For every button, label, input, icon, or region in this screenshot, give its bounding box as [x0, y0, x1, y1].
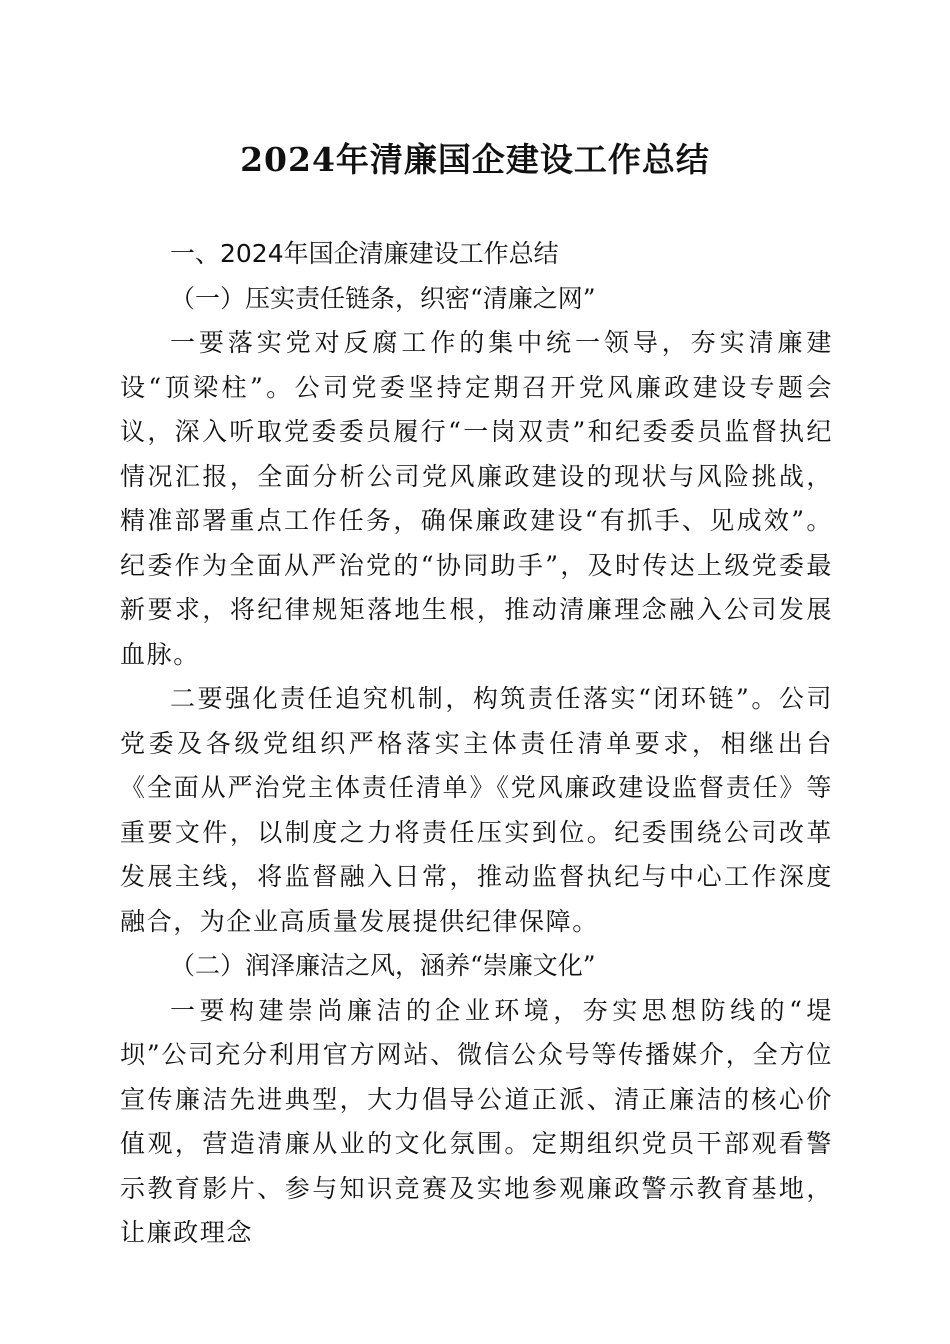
section-heading: 一、2024年国企清廉建设工作总结 [170, 239, 559, 268]
subsection-heading: （二）润泽廉洁之风，涵养“崇廉文化” [170, 951, 596, 980]
document-title: 2024年清廉国企建设工作总结 [240, 140, 710, 179]
subsection-heading: （一）压实责任链条，织密“清廉之网” [170, 283, 596, 313]
paragraph: 一要落实党对反腐工作的集中统一领导，夯实清廉建设“顶梁柱”。公司党委坚持定期召开党风廉政建设专题会议，深入听取党委委员履行“一岗双责”和纪委委员监督执纪情况汇报，全面分析公司党风廉政建设的现状与风险挑战，精准部署重点工作任务，确保廉政建设“有抓手、见成效”。纪委作为全面从严治党的“协同助手”，及时传达上级党委最新要求，将纪律规矩落地生根，推动清廉理念融入公司发展血脉。 [120, 328, 833, 669]
paragraph: 二要强化责任追究机制，构筑责任落实“闭环链”。公司党委及各级党组织严格落实主体责任清单要求，相继出台《全面从严治党主体责任清单》《党风廉政建设监督责任》等重要文件，以制度之力将责任压实到位。纪委围绕公司改革发展主线，将监督融入日常，推动监督执纪与中心工作深度融合，为企业高质量发展提供纪律保障。 [120, 684, 833, 936]
document-body [120, 232, 833, 1256]
paragraph: 一要构建崇尚廉洁的企业环境，夯实思想防线的“堤坝”公司充分利用官方网站、微信公众号等传播媒介，全方位宣传廉洁先进典型，大力倡导公道正派、清正廉洁的核心价值观，营造清廉从业的文化氛围。定期组织党员干部观看警示教育影片、参与知识竞赛及实地参观廉政警示教育基地，让廉政理念 [120, 995, 833, 1247]
